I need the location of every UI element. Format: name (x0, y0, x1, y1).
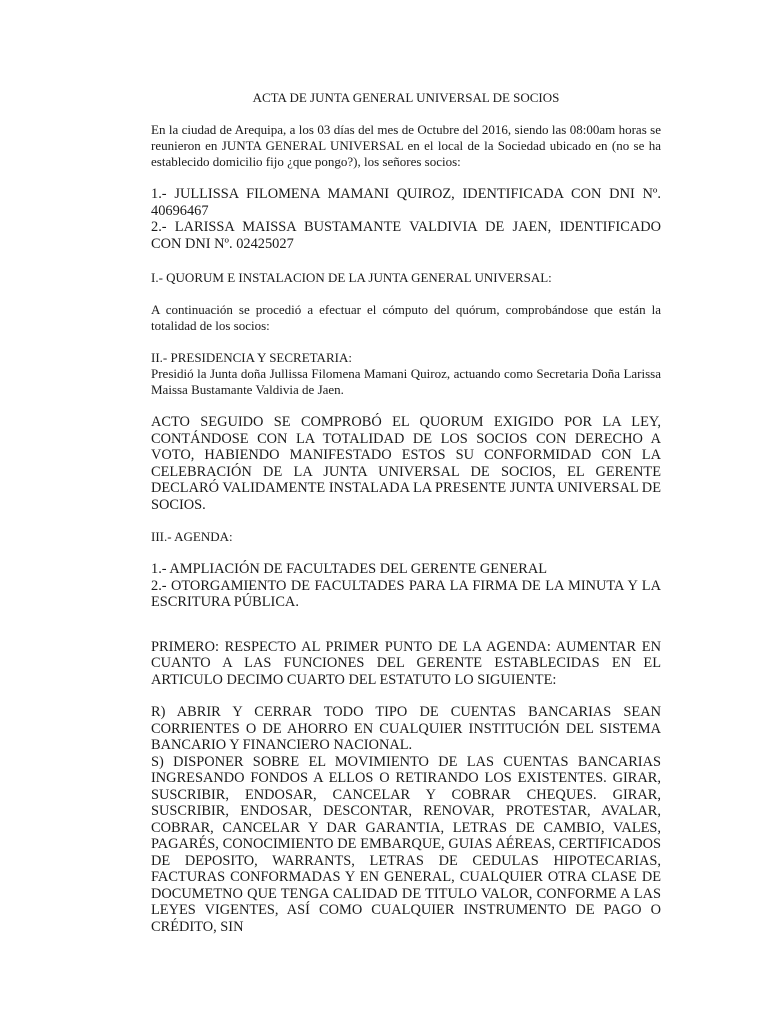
intro-paragraph: En la ciudad de Arequipa, a los 03 días del mes de Octubre del 2016, siendo las 08:00am horas se reunieron en JUNTA GENERAL UNIVERSAL en el local de la Sociedad ubicado en (no se ha establecido domicilio fijo ¿que pongo?), los señores socios: (151, 122, 661, 169)
item-s: S) DISPONER SOBRE EL MOVIMIENTO DE LAS CUENTAS BANCARIAS INGRESANDO FONDOS A ELLOS O RETIRANDO LOS EXISTENTES. GIRAR, SUSCRIBIR, ENDOSAR, CANCELAR Y COBRAR CHEQUES. GIRAR, SUSCRIBIR, ENDOSAR, DESCONTAR, RENOVAR, PROTESTAR, AVALAR, COBRAR, CANCELAR Y DAR GARANTIA, LETRAS DE CAMBIO, VALES, PAGARÉS, CONOCIMIENTO DE EMBARQUE, GUIAS AÉREAS, CERTIFICADOS DE DEPOSITO, WARRANTS, LETRAS DE CEDULAS HIPOTECARIAS, FACTURAS CONFORMADAS Y EN GENERAL, CUALQUIER OTRA CLASE DE DOCUMETNO QUE TENGA CALIDAD DE TITULO VALOR, CONFORME A LAS LEYES VIGENTES, ASÍ COMO CUALQUIER INSTRUMENTO DE PAGO O CRÉDITO, SIN (151, 753, 661, 935)
section-2-text: Presidió la Junta doña Jullissa Filomena Mamani Quiroz, actuando como Secretaria Doña Larissa Maissa Bustamante Valdivia de Jaen. (151, 366, 661, 397)
agenda-item-1: 1.- AMPLIACIÓN DE FACULTADES DEL GERENTE GENERAL (151, 561, 548, 577)
document-body (151, 90, 661, 935)
item-r: R) ABRIR Y CERRAR TODO TIPO DE CUENTAS BANCARIAS SEAN CORRIENTES O DE AHORRO EN CUALQUIER INSTITUCIÓN DEL SISTEMA BANCARIO Y FINANCIERO NACIONAL. (151, 704, 661, 753)
socio-1: 1.- JULLISSA FILOMENA MAMANI QUIROZ, IDENTIFICADA CON DNI Nº. 40696467 (151, 186, 661, 219)
section-1-text: A continuación se procedió a efectuar el cómputo del quórum, comprobándose que están la totalidad de los socios: (151, 302, 661, 333)
section-3-heading: III.- AGENDA: (151, 529, 233, 544)
socio-2: 2.- LARISSA MAISSA BUSTAMANTE VALDIVIA DE JAEN, IDENTIFICADO CON DNI Nº. 02425027 (151, 219, 661, 252)
section-1-heading: I.- QUORUM E INSTALACION DE LA JUNTA GENERAL UNIVERSAL: (151, 270, 552, 285)
document-title: ACTA DE JUNTA GENERAL UNIVERSAL DE SOCIOS (252, 90, 560, 105)
agenda-item-2: 2.- OTORGAMIENTO DE FACULTADES PARA LA FIRMA DE LA MINUTA Y LA ESCRITURA PÚBLICA. (151, 577, 661, 610)
primero-paragraph: PRIMERO: RESPECTO AL PRIMER PUNTO DE LA AGENDA: AUMENTAR EN CUANTO A LAS FUNCIONES DEL GERENTE ESTABLECIDAS EN EL ARTICULO DECIMO CUARTO DEL ESTATUTO LO SIGUIENTE: (151, 638, 661, 688)
acto-seguido-paragraph: ACTO SEGUIDO SE COMPROBÓ EL QUORUM EXIGIDO POR LA LEY, CONTÁNDOSE CON LA TOTALIDAD DE LOS SOCIOS CON DERECHO A VOTO, HABIENDO MANIFESTADO ESTOS SU CONFORMIDAD CON LA CELEBRACIÓN DE LA JUNTA UNIVERSAL DE SOCIOS, EL GERENTE DECLARÓ VALIDAMENTE INSTALADA LA PRESENTE JUNTA UNIVERSAL DE SOCIOS. (151, 414, 661, 513)
section-2-heading: II.- PRESIDENCIA Y SECRETARIA: (151, 350, 352, 365)
